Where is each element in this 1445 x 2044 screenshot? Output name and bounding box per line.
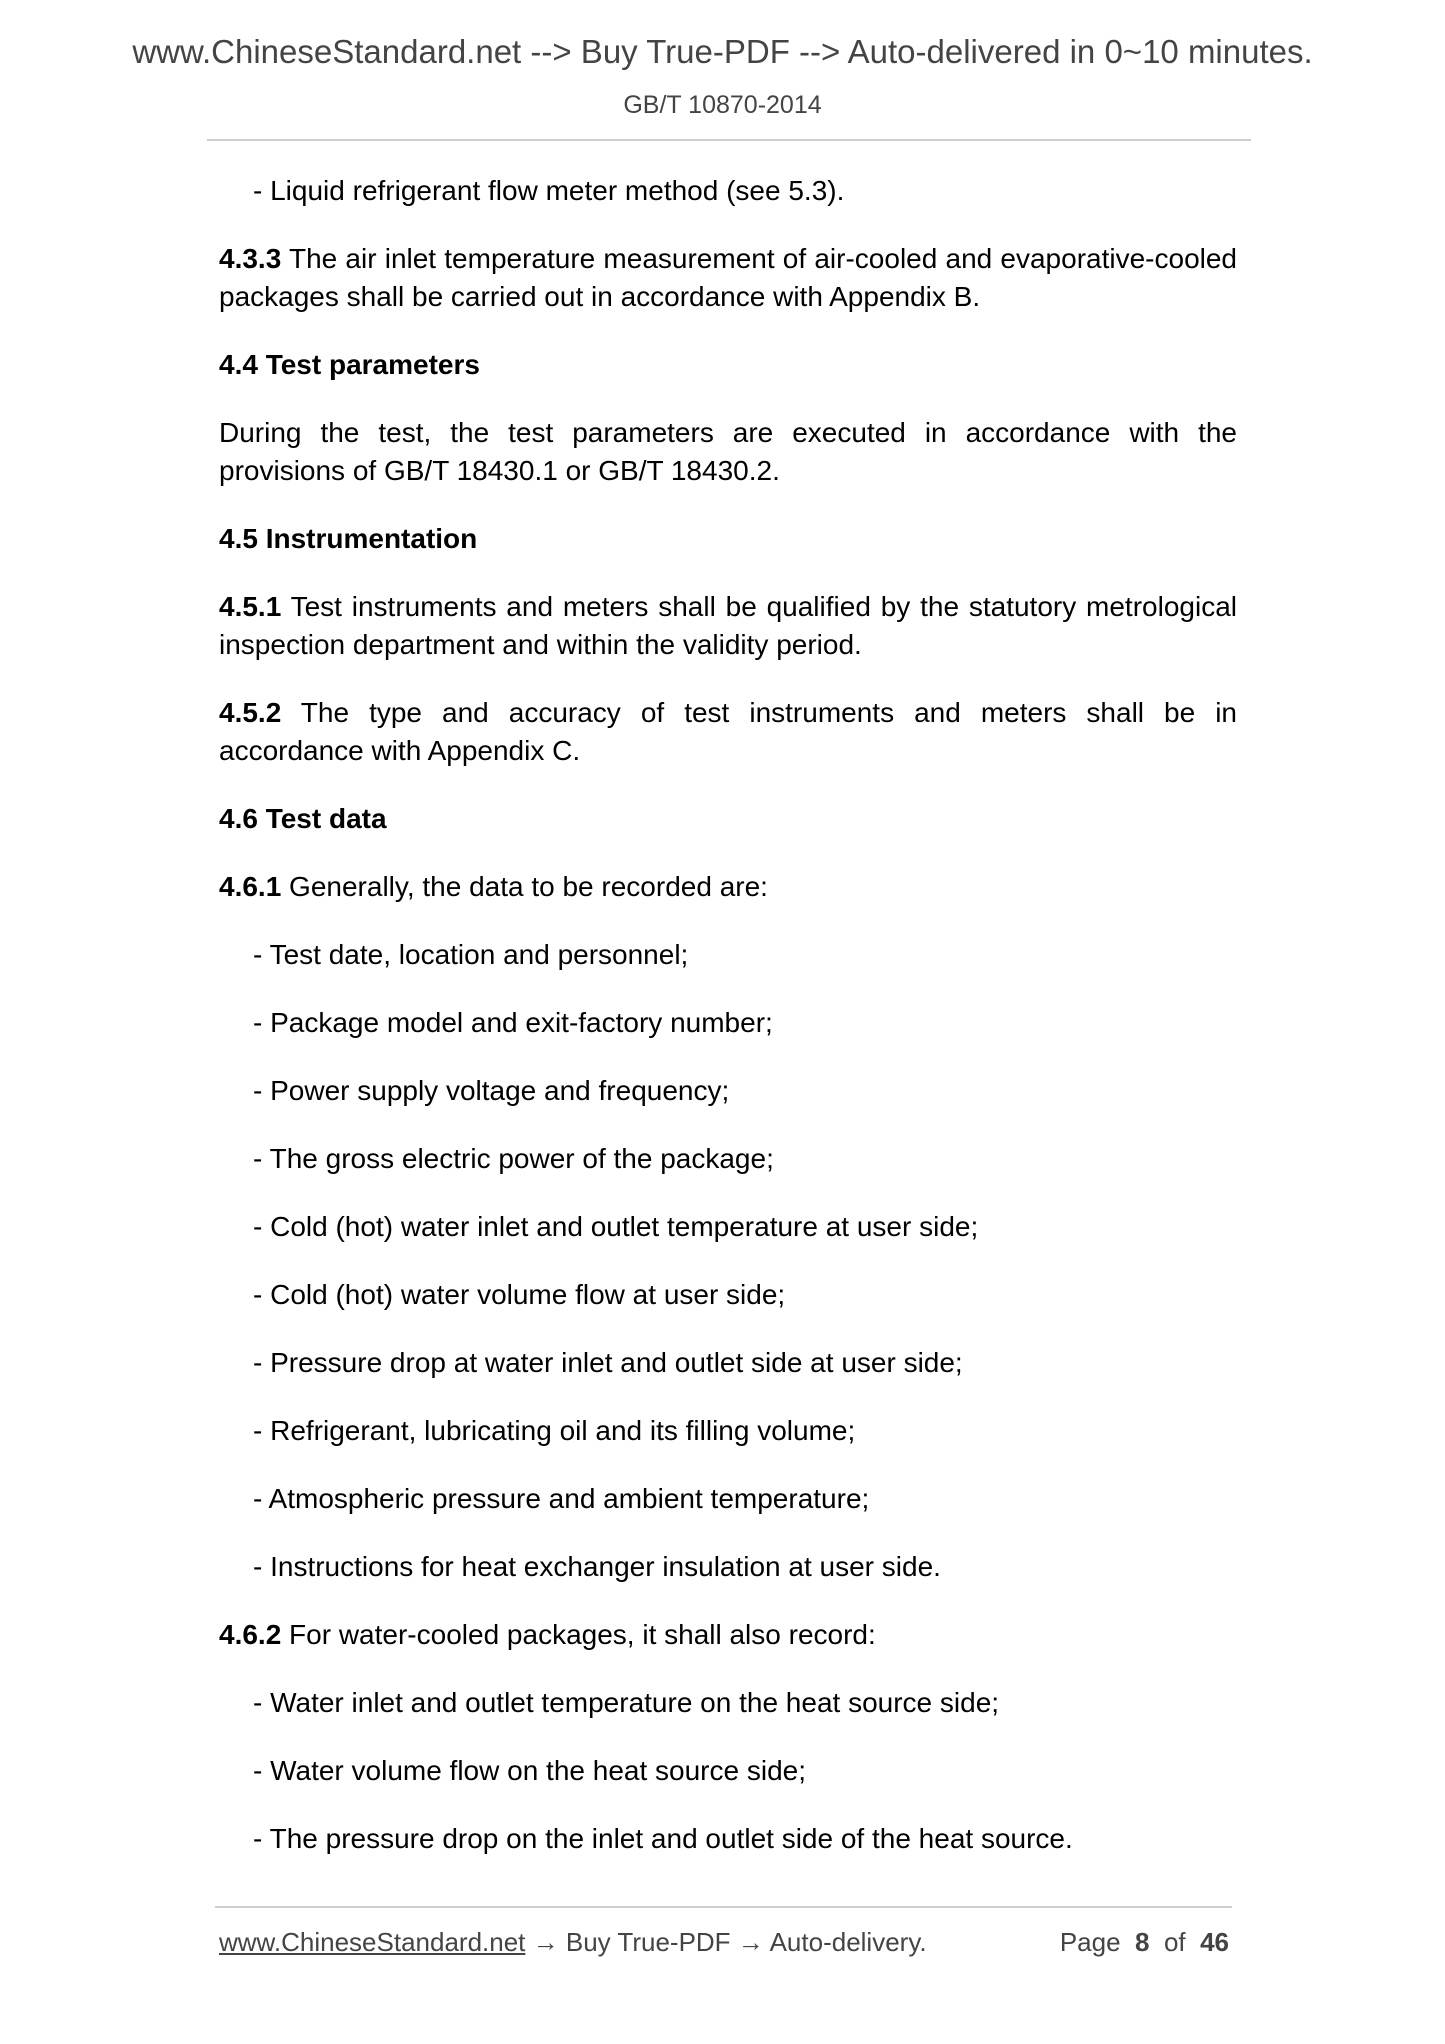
header-banner: www.ChineseStandard.net --> Buy True-PDF --> Auto-delivered in 0~10 minutes.	[132, 33, 1313, 70]
arrow-icon: →	[525, 1927, 566, 1957]
list-item: - Cold (hot) water volume flow at user side;	[253, 1279, 786, 1310]
page-total: 46	[1200, 1927, 1229, 1957]
clause-number: 4.5.2	[219, 697, 282, 728]
of-label: of	[1163, 1927, 1186, 1957]
list-item: - Atmospheric pressure and ambient temperature;	[253, 1483, 870, 1514]
section-heading-4-4: 4.4 Test parameters	[219, 349, 480, 380]
clause-number: 4.6.1	[219, 871, 282, 902]
page-body	[219, 172, 1237, 1888]
clause-4-6-2	[219, 1616, 1237, 1654]
list-item: - Power supply voltage and frequency;	[253, 1075, 730, 1106]
document-id: GB/T 10870-2014	[623, 91, 822, 119]
list-item: - Water inlet and outlet temperature on the heat source side;	[253, 1687, 1000, 1718]
paragraph-4-4: During the test, the test parameters are executed in accordance with the provisions of GB/T 18430.1 or GB/T 18430.2.	[219, 417, 1237, 486]
clause-text: Generally, the data to be recorded are:	[281, 871, 768, 902]
footer-divider	[215, 1906, 1232, 1908]
list-item: - Package model and exit-factory number;	[253, 1007, 773, 1038]
arrow-icon: →	[730, 1927, 770, 1957]
page-counter	[1060, 1925, 1229, 1959]
page-footer	[219, 1925, 1229, 1959]
list-item: - Water volume flow on the heat source side;	[253, 1755, 806, 1786]
section-heading-4-6: 4.6 Test data	[219, 803, 387, 834]
clause-number: 4.5.1	[219, 591, 282, 622]
clause-4-3-3	[219, 240, 1237, 316]
list-item: - Instructions for heat exchanger insulation at user side.	[253, 1551, 941, 1582]
page-current: 8	[1135, 1927, 1150, 1957]
clause-text: The air inlet temperature measurement of air-cooled and evaporative-cooled packages shall be carried out in accordance with Appendix B.	[219, 243, 1237, 312]
footer-buy-text: Buy True-PDF	[565, 1927, 731, 1957]
footer-site-link[interactable]: www.ChineseStandard.net	[219, 1927, 526, 1957]
list-item: - Cold (hot) water inlet and outlet temperature at user side;	[253, 1211, 979, 1242]
clause-4-5-2	[219, 694, 1237, 770]
page-label: Page	[1059, 1927, 1121, 1957]
footer-delivery-text: Auto-delivery.	[769, 1927, 927, 1957]
section-heading-4-5: 4.5 Instrumentation	[219, 523, 478, 554]
clause-4-6-1	[219, 868, 1237, 906]
clause-text: For water-cooled packages, it shall also record:	[281, 1619, 876, 1650]
list-item: - Test date, location and personnel;	[253, 939, 689, 970]
list-item: - Pressure drop at water inlet and outlet side at user side;	[253, 1347, 963, 1378]
list-item: - The pressure drop on the inlet and outlet side of the heat source.	[253, 1823, 1073, 1854]
list-item: - Refrigerant, lubricating oil and its filling volume;	[253, 1415, 856, 1446]
clause-number: 4.6.2	[219, 1619, 282, 1650]
header-divider	[207, 139, 1251, 141]
clause-text: Test instruments and meters shall be qualified by the statutory metrological inspection department and within the validity period.	[219, 591, 1237, 660]
clause-4-5-1	[219, 588, 1237, 664]
list-item: - The gross electric power of the package;	[253, 1143, 774, 1174]
list-item: - Liquid refrigerant flow meter method (see 5.3).	[253, 175, 845, 206]
clause-number: 4.3.3	[219, 243, 282, 274]
clause-text: The type and accuracy of test instruments and meters shall be in accordance with Appendix C.	[219, 697, 1237, 766]
